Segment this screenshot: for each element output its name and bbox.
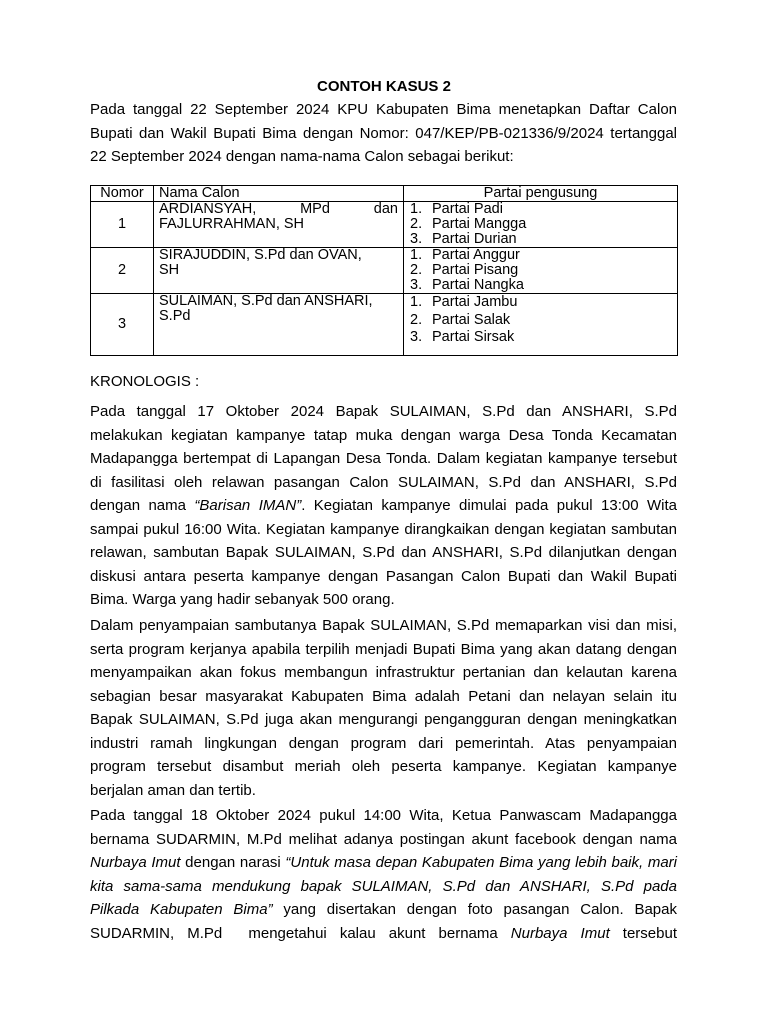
- party-item: 1. Partai Jambu: [410, 294, 518, 310]
- table-row: [91, 294, 678, 356]
- intro-paragraph: [90, 98, 677, 169]
- party-item: 1. Partai Anggur: [410, 247, 520, 263]
- party-item: 3. Partai Sirsak: [410, 329, 515, 345]
- header-partai-pengusung: Partai pengusung: [404, 186, 678, 202]
- party-list: [404, 202, 678, 248]
- candidate-name: ARDIANSYAH, MPd dan FAJLURRAHMAN, SH: [154, 202, 404, 248]
- candidate-name: SULAIMAN, S.Pd dan ANSHARI, S.Pd: [154, 294, 404, 356]
- table-header-row: [91, 186, 678, 202]
- party-item: 1. Partai Padi: [410, 201, 503, 217]
- party-item: 3. Partai Durian: [410, 231, 517, 247]
- party-list: [404, 248, 678, 294]
- header-nama-calon: Nama Calon: [154, 186, 404, 202]
- document-title: CONTOH KASUS 2: [317, 78, 451, 95]
- party-item: 3. Partai Nangka: [410, 277, 524, 293]
- intro-line: 22 September 2024 dengan nama-nama Calon sebagai berikut:: [90, 148, 514, 165]
- party-item: 2. Partai Salak: [410, 311, 511, 328]
- paragraph-2: Dalam penyampaian sambutanya Bapak SULAIMAN, S.Pd memaparkan visi dan misi, serta program kerjanya apabila terpilih menjadi Bupati Bima yang akan datang dengan menyampaikan akan fokus membangun infrastruktur pertanian dan kelautan karena sebagian besar masyarakat Kabupaten Bima adalah Petani dan nelayan selain itu Bapak SULAIMAN, S.Pd juga akan mengurangi pengangguran dengan meningkatkan industri ramah lingkungan dengan program dari pemerintah. Atas penyampaian program tersebut disambut meriah oleh peserta kampanye. Kegiatan kampanye berjalan aman dan tertib.: [90, 617, 677, 799]
- paragraph-3: Pada tanggal 18 Oktober 2024 pukul 14:00 Wita, Ketua Panwascam Madapangga bernama SUDARMIN, M.Pd melihat adanya postingan akunt facebook dengan nama Nurbaya Imut dengan narasi “Untuk masa depan Kabupaten Bima yang lebih baik, mari kita sama-sama mendukung bapak SULAIMAN, S.Pd dan ANSHARI, S.Pd pada Pilkada Kabupaten Bima” yang disertakan dengan foto pasangan Calon. Bapak SUDARMIN, M.Pd mengetahui kalau akunt bernama Nurbaya Imut tersebut: [90, 807, 677, 942]
- party-item: 2. Partai Mangga: [410, 216, 527, 232]
- party-list: [404, 294, 678, 356]
- party-item: 2. Partai Pisang: [410, 262, 519, 278]
- row-number: 1: [91, 202, 154, 248]
- intro-line: Bupati dan Wakil Bupati Bima dengan Nomor: 047/KEP/PB-021336/9/2024 tertanggal: [90, 124, 677, 142]
- row-number: 2: [91, 248, 154, 294]
- kronologis-heading: KRONOLOGIS :: [90, 373, 200, 390]
- paragraph-1: Pada tanggal 17 Oktober 2024 Bapak SULAIMAN, S.Pd dan ANSHARI, S.Pd melakukan kegiatan kampanye tatap muka dengan warga Desa Tonda Kecamatan Madapangga bertempat di Lapangan Desa Tonda. Dalam kegiatan kampanye tersebut di fasilitasi oleh relawan pasangan Calon SULAIMAN, S.Pd dan ANSHARI, S.Pd dengan nama “Barisan IMAN”. Kegiatan kampanye dimulai pada pukul 13:00 Wita sampai pukul 16:00 Wita. Kegiatan kampanye dirangkaikan dengan kegiatan sambutan relawan, sambutan Bapak SULAIMAN, S.Pd dan ANSHARI, S.Pd dilanjutkan dengan diskusi antara peserta kampanye dengan Pasangan Calon Bupati dan Wakil Bupati Bima. Warga yang hadir sebanyak 500 orang.: [90, 403, 677, 608]
- row-number: 3: [91, 294, 154, 356]
- header-nomor: Nomor: [91, 186, 154, 202]
- table-row: [91, 248, 678, 294]
- intro-line: Pada tanggal 22 September 2024 KPU Kabupaten Bima menetapkan Daftar Calon: [90, 101, 677, 118]
- table-row: [91, 202, 678, 248]
- candidates-table: [90, 185, 678, 356]
- candidate-name: SIRAJUDDIN, S.Pd dan OVAN, SH: [154, 248, 404, 294]
